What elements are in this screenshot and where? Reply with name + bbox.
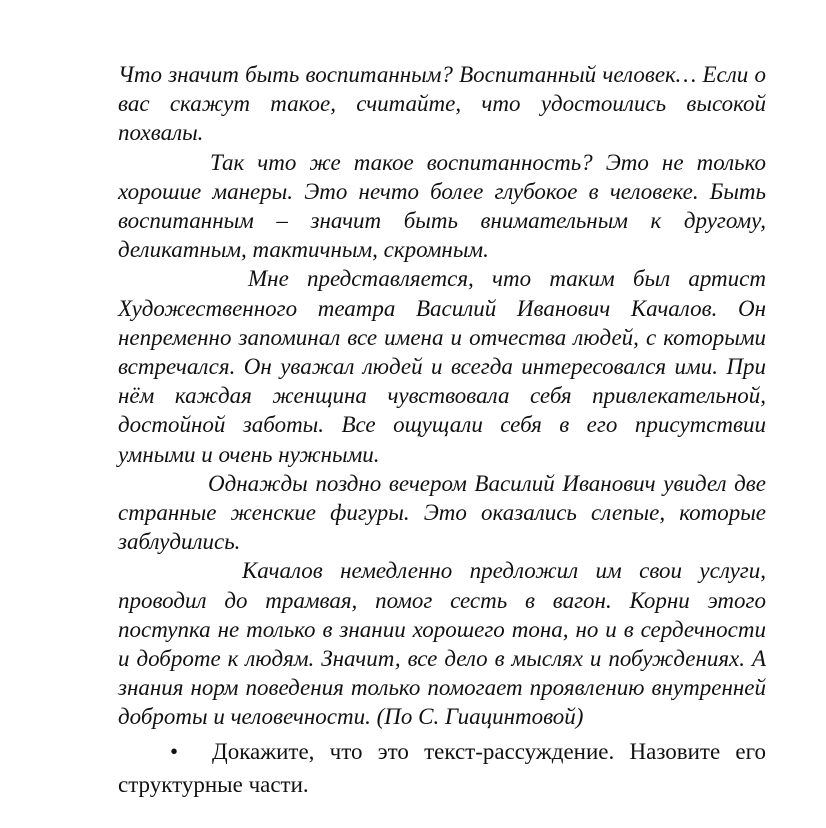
assignment-question-text: Докажите, что это текст-рассуждение. Назовите его структурные части. — [118, 738, 766, 797]
paragraph-5: Качалов немедленно предложил им свои услуги, проводил до трамвая, помог сесть в вагон. Корни этого поступка не только в знании хорошего тона, но и в сердечности и доброте к людям. Значит, все дело в мыслях и побуждениях. А знания норм поведения только помогает проявлению внутренней доброты и человечности. (По С. Гиацинтовой) — [118, 558, 766, 730]
bullet-icon: • — [170, 738, 179, 764]
paragraph-3: Мне представляется, что таким был артист Художественного театра Василий Иванович Качалов. Он непременно запоминал все имена и отчества людей, с которыми встречался. Он уважал людей и всегда интересовался ими. При нём каждая женщина чувствовала себя привлекательной, достойной заботы. Все ощущали себя в его присутствии умными и очень нужными. — [118, 266, 766, 467]
paragraph-1: Что значит быть воспитанным? Воспитанный человек… Если о вас скажут такое, считайте, что удостоились высокой похвалы. — [118, 62, 766, 146]
document-page — [118, 60, 766, 801]
paragraph-4: Однажды поздно вечером Василий Иванович увидел две странные женские фигуры. Это оказались слепые, которые заблудились. — [118, 470, 766, 555]
assignment-question — [118, 735, 766, 801]
paragraph-2: Так что же такое воспитанность? Это не только хорошие манеры. Это нечто более глубокое в человеке. Быть воспитанным – значит быть внимательным к другому, деликатным, тактичным, скромным. — [118, 149, 766, 263]
